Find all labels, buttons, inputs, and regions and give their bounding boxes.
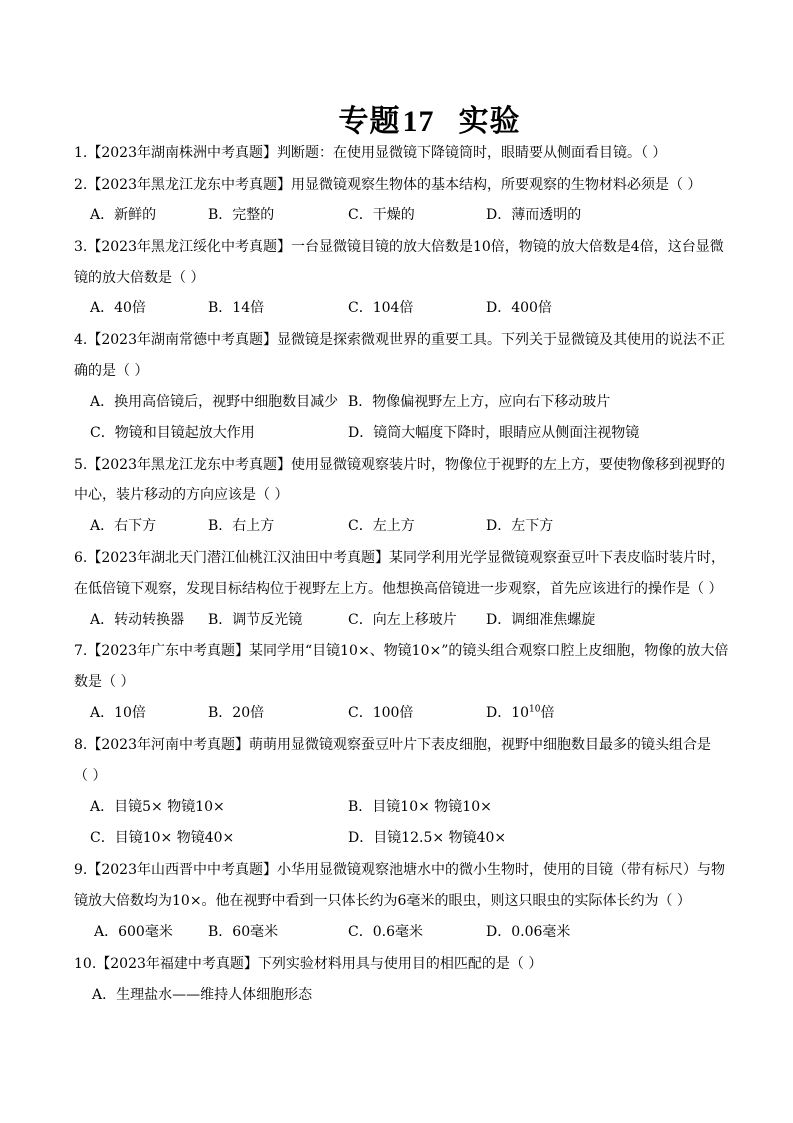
question-9-option-a: A．600毫米 [94, 924, 173, 940]
question-5-option-c: C．左上方 [348, 518, 415, 534]
option-d-unit: 倍 [540, 705, 555, 721]
option-d-base: D．10 [486, 705, 530, 721]
page-title [0, 96, 793, 140]
question-2-option-d: D．薄而透明的 [486, 207, 582, 223]
question-3-stem-line-1: 3.【2023年黑龙江绥化中考真题】一台显微镜目镜的放大倍数是10倍，物镜的放大倍数是4倍，这台显微 [74, 239, 724, 255]
question-7-option-b: B．20倍 [208, 705, 265, 721]
question-8-stem-line-2: （ ） [74, 768, 107, 784]
question-9-stem-line-2: 镜放大倍数均为10×。他在视野中看到一只体长约为6毫米的眼虫，则这只眼虫的实际体长约为（ ） [74, 893, 691, 909]
option-d-exponent: 10 [529, 704, 541, 715]
question-4-stem-line-2: 确的是（ ） [74, 363, 149, 379]
title-prefix: 专题 [338, 104, 401, 139]
question-8-option-d: D．目镜12.5× 物镜40× [348, 830, 507, 846]
question-8-option-b: B．目镜10× 物镜10× [348, 799, 492, 815]
question-1-stem: 1.【2023年湖南株洲中考真题】判断题：在使用显微镜下降镜筒时，眼睛要从侧面看目镜。（ ） [74, 145, 667, 161]
question-4-option-d: D．镜筒大幅度下降时，眼睛应从侧面注视物镜 [348, 425, 640, 441]
question-3-option-c: C．104倍 [348, 300, 414, 316]
title-name: 实验 [458, 104, 521, 139]
question-8-stem-line-1: 8.【2023年河南中考真题】萌萌用显微镜观察蚕豆叶片下表皮细胞，视野中细胞数目最多的镜头组合是 [74, 737, 711, 753]
question-3-option-d: D．400倍 [486, 300, 552, 316]
question-8-option-a: A．目镜5× 物镜10× [90, 799, 225, 815]
question-10-option-a: A．生理盐水——维持人体细胞形态 [92, 987, 313, 1003]
question-5-stem-line-1: 5.【2023年黑龙江龙东中考真题】使用显微镜观察装片时，物像位于视野的左上方，要使物像移到视野的 [74, 457, 725, 473]
question-9-option-c: C．0.6毫米 [348, 924, 423, 940]
question-4-option-c: C．物镜和目镜起放大作用 [90, 425, 255, 441]
question-4-option-a: A．换用高倍镜后，视野中细胞数目减少 [90, 394, 339, 410]
question-5-option-b: B．右上方 [208, 518, 275, 534]
question-10-stem: 10.【2023年福建中考真题】下列实验材料用具与使用目的相匹配的是（ ） [74, 956, 543, 972]
question-9-option-b: B．60毫米 [208, 924, 279, 940]
question-9-stem-line-1: 9.【2023年山西晋中中考真题】小华用显微镜观察池塘水中的微小生物时，使用的目镜（带有标尺）与物 [74, 862, 725, 878]
question-7-stem-line-2: 数是（ ） [74, 674, 135, 690]
question-3-option-a: A．40倍 [90, 300, 146, 316]
question-2-option-c: C．干燥的 [348, 207, 415, 223]
question-4-option-b: B．物像偏视野左上方，应向右下移动玻片 [348, 394, 611, 410]
question-6-option-a: A．转动转换器 [90, 612, 185, 628]
question-7-option-a: A．10倍 [90, 705, 146, 721]
question-9-option-d: D．0.06毫米 [486, 924, 571, 940]
question-7-stem-line-1: 7.【2023年广东中考真题】某同学用“目镜10×、物镜10×”的镜头组合观察口腔上皮细胞，物像的放大倍 [74, 643, 729, 659]
question-2-option-b: B．完整的 [208, 207, 275, 223]
question-2-stem: 2.【2023年黑龙江龙东中考真题】用显微镜观察生物体的基本结构，所要观察的生物材料必须是（ ） [74, 177, 702, 193]
question-7-option-c: C．100倍 [348, 705, 414, 721]
question-3-stem-line-2: 镜的放大倍数是（ ） [74, 270, 205, 286]
question-8-option-c: C．目镜10× 物镜40× [90, 830, 235, 846]
question-6-option-d: D．调细准焦螺旋 [486, 612, 596, 628]
question-5-stem-line-2: 中心，装片移动的方向应该是（ ） [74, 487, 289, 503]
question-5-option-d: D．左下方 [486, 518, 554, 534]
question-6-option-b: B．调节反光镜 [208, 612, 303, 628]
question-2-option-a: A．新鲜的 [90, 207, 157, 223]
question-3-option-b: B．14倍 [208, 300, 265, 316]
question-7-option-d [486, 703, 555, 723]
question-4-stem-line-1: 4.【2023年湖南常德中考真题】显微镜是探索微观世界的重要工具。下列关于显微镜及其使用的说法不正 [74, 332, 725, 348]
question-6-option-c: C．向左上移玻片 [348, 612, 457, 628]
question-6-stem-line-2: 在低倍镜下观察，发现目标结构位于视野左上方。他想换高倍镜进一步观察，首先应该进行的操作是（ ） [74, 581, 723, 597]
question-5-option-a: A．右下方 [90, 518, 157, 534]
question-6-stem-line-1: 6.【2023年湖北天门潜江仙桃江汉油田中考真题】某同学利用光学显微镜观察蚕豆叶下表皮临时装片时， [74, 550, 725, 566]
title-number: 17 [402, 105, 435, 138]
